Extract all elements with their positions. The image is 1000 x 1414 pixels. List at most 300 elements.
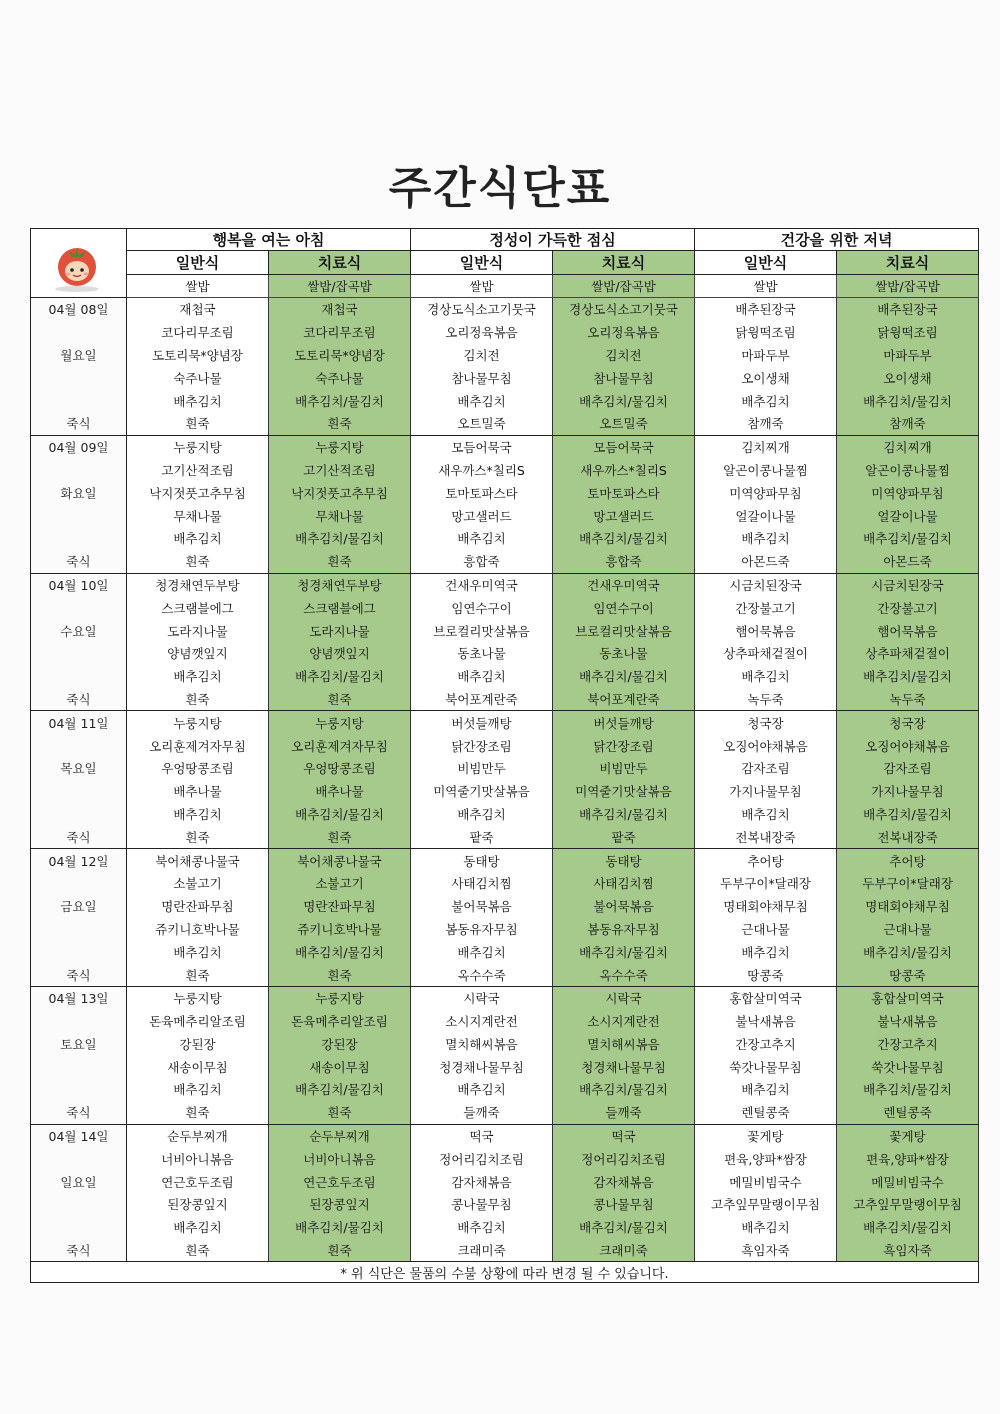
table-row [31, 344, 979, 367]
table-row [31, 825, 979, 848]
table-row [31, 1010, 979, 1033]
day-weekday: 화요일 [31, 481, 127, 504]
regular-menu-cell: 흑임자죽 [695, 1239, 837, 1262]
therapeutic-menu-cell: 배추김치/물김치 [553, 389, 695, 412]
regular-menu-cell: 배추김치 [411, 665, 553, 688]
therapeutic-menu-cell: 흥합죽 [553, 550, 695, 573]
regular-menu-cell: 명태회야채무침 [695, 895, 837, 918]
therapeutic-menu-cell: 흑임자죽 [837, 1239, 979, 1262]
therapeutic-menu-cell: 새우까스*칠리S [553, 459, 695, 482]
therapeutic-menu-cell: 꽃게탕 [837, 1124, 979, 1147]
table-row [31, 872, 979, 895]
therapeutic-menu-cell: 임연수구이 [553, 596, 695, 619]
therapeutic-menu-cell: 청경채나물무침 [553, 1055, 695, 1078]
therapeutic-menu-cell: 누룽지탕 [269, 711, 411, 734]
therapeutic-menu-cell: 배추김치/물김치 [553, 803, 695, 826]
therapeutic-menu-cell: 쥬키니호박나물 [269, 918, 411, 941]
therapeutic-menu-cell: 감자채볶음 [553, 1170, 695, 1193]
table-row [31, 688, 979, 711]
regular-menu-cell: 우엉땅콩조림 [127, 757, 269, 780]
regular-menu-cell: 북어채콩나물국 [127, 849, 269, 872]
therapeutic-menu-cell: 봄동유자무침 [553, 918, 695, 941]
table-row [31, 734, 979, 757]
therapeutic-menu-cell: 오리훈제겨자무침 [269, 734, 411, 757]
regular-menu-cell: 김치찌개 [695, 435, 837, 458]
regular-menu-cell: 쥬키니호박나물 [127, 918, 269, 941]
therapeutic-diet-header: 치료식 [837, 251, 979, 275]
therapeutic-diet-header: 치료식 [553, 251, 695, 275]
regular-menu-cell: 흰죽 [127, 1239, 269, 1262]
table-row [31, 573, 979, 596]
regular-menu-cell: 재첩국 [127, 298, 269, 321]
table-row [31, 642, 979, 665]
therapeutic-menu-cell: 도라지나물 [269, 619, 411, 642]
table-row [31, 389, 979, 412]
therapeutic-menu-cell: 흰죽 [269, 412, 411, 435]
therapeutic-menu-cell: 청경채연두부탕 [269, 573, 411, 596]
regular-menu-cell: 메밀비빔국수 [695, 1170, 837, 1193]
table-row [31, 986, 979, 1009]
therapeutic-menu-cell: 모듬어묵국 [553, 435, 695, 458]
day-date: 04월 08일 [31, 298, 127, 321]
therapeutic-menu-cell: 흰죽 [269, 1239, 411, 1262]
therapeutic-menu-cell: 간장불고기 [837, 596, 979, 619]
day-weekday: 금요일 [31, 895, 127, 918]
day-date: 04월 14일 [31, 1124, 127, 1147]
day-label-blank [31, 1078, 127, 1101]
rice-cell: 쌀밥 [411, 275, 553, 298]
therapeutic-menu-cell: 떡국 [553, 1124, 695, 1147]
therapeutic-menu-cell: 명태회야채무침 [837, 895, 979, 918]
therapeutic-menu-cell: 홍합살미역국 [837, 986, 979, 1009]
table-row [31, 527, 979, 550]
regular-menu-cell: 얼갈이나물 [695, 504, 837, 527]
therapeutic-menu-cell: 오리정육볶음 [553, 321, 695, 344]
regular-menu-cell: 흥합죽 [411, 550, 553, 573]
therapeutic-menu-cell: 도토리묵*양념장 [269, 344, 411, 367]
table-row [31, 412, 979, 435]
therapeutic-menu-cell: 배추김치/물김치 [269, 940, 411, 963]
table-row [31, 596, 979, 619]
regular-menu-cell: 상추파채겉절이 [695, 642, 837, 665]
table-row [31, 1033, 979, 1056]
day-date: 04월 11일 [31, 711, 127, 734]
regular-menu-cell: 흰죽 [127, 963, 269, 986]
day-label-blank [31, 734, 127, 757]
therapeutic-menu-cell: 햄어묵볶음 [837, 619, 979, 642]
table-row [31, 780, 979, 803]
day-label-blank [31, 366, 127, 389]
day-label-blank [31, 596, 127, 619]
therapeutic-menu-cell: 김치찌개 [837, 435, 979, 458]
day-label-blank [31, 1010, 127, 1033]
regular-menu-cell: 코다리무조림 [127, 321, 269, 344]
table-row [31, 435, 979, 458]
regular-menu-cell: 경상도식소고기뭇국 [411, 298, 553, 321]
table-row [31, 963, 979, 986]
regular-menu-cell: 배추김치 [127, 940, 269, 963]
day-label-blank [31, 1193, 127, 1216]
day-date: 04월 10일 [31, 573, 127, 596]
regular-menu-cell: 배추김치 [695, 940, 837, 963]
therapeutic-menu-cell: 배추김치/물김치 [269, 389, 411, 412]
therapeutic-menu-cell: 흰죽 [269, 1101, 411, 1124]
therapeutic-menu-cell: 오트밀죽 [553, 412, 695, 435]
regular-menu-cell: 봄동유자무침 [411, 918, 553, 941]
regular-menu-cell: 도토리묵*양념장 [127, 344, 269, 367]
table-row [31, 1239, 979, 1262]
table-row [31, 1147, 979, 1170]
therapeutic-menu-cell: 배추김치/물김치 [269, 803, 411, 826]
therapeutic-menu-cell: 청국장 [837, 711, 979, 734]
therapeutic-menu-cell: 재첩국 [269, 298, 411, 321]
regular-menu-cell: 망고샐러드 [411, 504, 553, 527]
regular-menu-cell: 시금치된장국 [695, 573, 837, 596]
therapeutic-menu-cell: 너비아니볶음 [269, 1147, 411, 1170]
therapeutic-menu-cell: 배추나물 [269, 780, 411, 803]
regular-menu-cell: 배추김치 [127, 1078, 269, 1101]
day-label-blank [31, 459, 127, 482]
regular-menu-cell: 배추김치 [695, 1078, 837, 1101]
regular-menu-cell: 배추김치 [411, 803, 553, 826]
regular-diet-header: 일반식 [127, 251, 269, 275]
regular-menu-cell: 무채나물 [127, 504, 269, 527]
regular-menu-cell: 북어포계란죽 [411, 688, 553, 711]
regular-menu-cell: 버섯들깨탕 [411, 711, 553, 734]
table-row [31, 1124, 979, 1147]
regular-menu-cell: 너비아니볶음 [127, 1147, 269, 1170]
therapeutic-menu-cell: 배추김치/물김치 [269, 665, 411, 688]
regular-menu-cell: 꽃게탕 [695, 1124, 837, 1147]
table-row [31, 940, 979, 963]
therapeutic-menu-cell: 배추김치/물김치 [837, 1078, 979, 1101]
therapeutic-menu-cell: 배추김치/물김치 [837, 940, 979, 963]
regular-menu-cell: 오트밀죽 [411, 412, 553, 435]
therapeutic-menu-cell: 소시지계란전 [553, 1010, 695, 1033]
regular-menu-cell: 근대나물 [695, 918, 837, 941]
regular-menu-cell: 배추김치 [695, 527, 837, 550]
therapeutic-menu-cell: 배추김치/물김치 [269, 1216, 411, 1239]
table-row [31, 918, 979, 941]
table-row [31, 803, 979, 826]
therapeutic-menu-cell: 얼갈이나물 [837, 504, 979, 527]
regular-menu-cell: 오이생채 [695, 366, 837, 389]
regular-menu-cell: 고기산적조림 [127, 459, 269, 482]
therapeutic-menu-cell: 불어묵볶음 [553, 895, 695, 918]
rice-cell: 쌀밥/잡곡밥 [269, 275, 411, 298]
therapeutic-menu-cell: 콩나물무침 [553, 1193, 695, 1216]
therapeutic-menu-cell: 마파두부 [837, 344, 979, 367]
therapeutic-menu-cell: 쑥갓나물무침 [837, 1055, 979, 1078]
therapeutic-menu-cell: 두부구이*달래장 [837, 872, 979, 895]
therapeutic-menu-cell: 흰죽 [269, 825, 411, 848]
regular-menu-cell: 콩나물무침 [411, 1193, 553, 1216]
therapeutic-menu-cell: 양념깻잎지 [269, 642, 411, 665]
regular-menu-cell: 명란잔파무침 [127, 895, 269, 918]
therapeutic-menu-cell: 숙주나물 [269, 366, 411, 389]
regular-menu-cell: 비빔만두 [411, 757, 553, 780]
regular-menu-cell: 배추김치 [127, 1216, 269, 1239]
therapeutic-menu-cell: 시락국 [553, 986, 695, 1009]
regular-menu-cell: 멸치해씨볶음 [411, 1033, 553, 1056]
table-row [31, 1170, 979, 1193]
regular-menu-cell: 순두부찌개 [127, 1124, 269, 1147]
day-date: 04월 12일 [31, 849, 127, 872]
regular-diet-header: 일반식 [695, 251, 837, 275]
regular-menu-cell: 건새우미역국 [411, 573, 553, 596]
table-row [31, 321, 979, 344]
regular-menu-cell: 배추김치 [411, 1078, 553, 1101]
therapeutic-menu-cell: 소불고기 [269, 872, 411, 895]
rice-cell: 쌀밥/잡곡밥 [837, 275, 979, 298]
regular-menu-cell: 추어탕 [695, 849, 837, 872]
regular-menu-cell: 배추김치 [695, 665, 837, 688]
menu-body [31, 298, 979, 1262]
porridge-label: 죽식 [31, 1101, 127, 1124]
therapeutic-menu-cell: 배추김치/물김치 [553, 527, 695, 550]
regular-menu-cell: 돈육메추리알조림 [127, 1010, 269, 1033]
regular-menu-cell: 토마토파스타 [411, 481, 553, 504]
regular-menu-cell: 고추잎무말랭이무침 [695, 1193, 837, 1216]
regular-menu-cell: 옥수수죽 [411, 963, 553, 986]
regular-menu-cell: 닭윙떡조림 [695, 321, 837, 344]
table-row [31, 504, 979, 527]
therapeutic-menu-cell: 참깨죽 [837, 412, 979, 435]
therapeutic-menu-cell: 북어채콩나물국 [269, 849, 411, 872]
therapeutic-menu-cell: 전복내장죽 [837, 825, 979, 848]
regular-menu-cell: 누룽지탕 [127, 986, 269, 1009]
day-weekday: 수요일 [31, 619, 127, 642]
rice-cell: 쌀밥/잡곡밥 [553, 275, 695, 298]
rice-cell: 쌀밥 [127, 275, 269, 298]
day-date: 04월 09일 [31, 435, 127, 458]
table-row [31, 1216, 979, 1239]
day-label-blank [31, 642, 127, 665]
regular-menu-cell: 미역양파무침 [695, 481, 837, 504]
day-label-blank [31, 321, 127, 344]
therapeutic-menu-cell: 렌틸콩죽 [837, 1101, 979, 1124]
day-label-blank [31, 803, 127, 826]
therapeutic-menu-cell: 무채나물 [269, 504, 411, 527]
therapeutic-menu-cell: 배추김치/물김치 [837, 389, 979, 412]
regular-menu-cell: 청경채나물무침 [411, 1055, 553, 1078]
table-row [31, 619, 979, 642]
regular-menu-cell: 청국장 [695, 711, 837, 734]
therapeutic-menu-cell: 명란잔파무침 [269, 895, 411, 918]
regular-menu-cell: 렌틸콩죽 [695, 1101, 837, 1124]
regular-menu-cell: 소시지계란전 [411, 1010, 553, 1033]
therapeutic-menu-cell: 메밀비빔국수 [837, 1170, 979, 1193]
therapeutic-menu-cell: 돈육메추리알조림 [269, 1010, 411, 1033]
therapeutic-menu-cell: 닭간장조림 [553, 734, 695, 757]
regular-menu-cell: 배추된장국 [695, 298, 837, 321]
regular-menu-cell: 불낙새볶음 [695, 1010, 837, 1033]
regular-menu-cell: 누룽지탕 [127, 435, 269, 458]
porridge-label: 죽식 [31, 1239, 127, 1262]
therapeutic-menu-cell: 동태탕 [553, 849, 695, 872]
regular-menu-cell: 숙주나물 [127, 366, 269, 389]
therapeutic-menu-cell: 멸치해씨볶음 [553, 1033, 695, 1056]
table-row [31, 665, 979, 688]
regular-menu-cell: 소불고기 [127, 872, 269, 895]
regular-menu-cell: 땅콩죽 [695, 963, 837, 986]
day-label-blank [31, 940, 127, 963]
regular-menu-cell: 모듬어묵국 [411, 435, 553, 458]
regular-menu-cell: 강된장 [127, 1033, 269, 1056]
regular-menu-cell: 편육,양파*쌈장 [695, 1147, 837, 1170]
therapeutic-menu-cell: 시금치된장국 [837, 573, 979, 596]
regular-menu-cell: 두부구이*달래장 [695, 872, 837, 895]
regular-menu-cell: 흰죽 [127, 412, 269, 435]
therapeutic-menu-cell: 닭윙떡조림 [837, 321, 979, 344]
weekly-menu-table [30, 228, 979, 1283]
regular-menu-cell: 마파두부 [695, 344, 837, 367]
day-label-blank [31, 389, 127, 412]
regular-menu-cell: 흰죽 [127, 825, 269, 848]
regular-menu-cell: 오리훈제겨자무침 [127, 734, 269, 757]
therapeutic-menu-cell: 사태김치찜 [553, 872, 695, 895]
therapeutic-menu-cell: 상추파채겉절이 [837, 642, 979, 665]
tomato-mascot-logo [31, 229, 127, 298]
regular-menu-cell: 흰죽 [127, 550, 269, 573]
day-date: 04월 13일 [31, 986, 127, 1009]
therapeutic-menu-cell: 땅콩죽 [837, 963, 979, 986]
therapeutic-menu-cell: 고추잎무말랭이무침 [837, 1193, 979, 1216]
regular-menu-cell: 새송이무침 [127, 1055, 269, 1078]
therapeutic-menu-cell: 가지나물무침 [837, 780, 979, 803]
regular-menu-cell: 전복내장죽 [695, 825, 837, 848]
table-row [31, 757, 979, 780]
therapeutic-menu-cell: 연근호두조림 [269, 1170, 411, 1193]
therapeutic-menu-cell: 배추김치/물김치 [553, 665, 695, 688]
day-label-blank [31, 504, 127, 527]
therapeutic-menu-cell: 누룽지탕 [269, 435, 411, 458]
regular-menu-cell: 배추김치 [411, 1216, 553, 1239]
therapeutic-menu-cell: 크래미죽 [553, 1239, 695, 1262]
therapeutic-menu-cell: 편육,양파*쌈장 [837, 1147, 979, 1170]
regular-menu-cell: 배추김치 [127, 665, 269, 688]
day-label-blank [31, 918, 127, 941]
day-label-blank [31, 665, 127, 688]
regular-menu-cell: 배추김치 [127, 803, 269, 826]
porridge-label: 죽식 [31, 688, 127, 711]
rice-cell: 쌀밥 [695, 275, 837, 298]
porridge-label: 죽식 [31, 825, 127, 848]
therapeutic-menu-cell: 미역줄기맛살볶음 [553, 780, 695, 803]
regular-menu-cell: 연근호두조림 [127, 1170, 269, 1193]
therapeutic-menu-cell: 정어리김치조림 [553, 1147, 695, 1170]
dinner-header: 건강을 위한 저녁 [695, 229, 979, 251]
therapeutic-menu-cell: 낙지젓풋고추무침 [269, 481, 411, 504]
day-label-blank [31, 872, 127, 895]
therapeutic-menu-cell: 고기산적조림 [269, 459, 411, 482]
regular-menu-cell: 배추김치 [411, 527, 553, 550]
therapeutic-menu-cell: 흰죽 [269, 963, 411, 986]
therapeutic-menu-cell: 들깨죽 [553, 1101, 695, 1124]
day-label-blank [31, 1216, 127, 1239]
regular-menu-cell: 양념깻잎지 [127, 642, 269, 665]
regular-menu-cell: 가지나물무침 [695, 780, 837, 803]
regular-menu-cell: 된장콩잎지 [127, 1193, 269, 1216]
table-row [31, 550, 979, 573]
therapeutic-menu-cell: 북어포계란죽 [553, 688, 695, 711]
regular-menu-cell: 임연수구이 [411, 596, 553, 619]
regular-menu-cell: 오징어야채볶음 [695, 734, 837, 757]
therapeutic-menu-cell: 경상도식소고기뭇국 [553, 298, 695, 321]
regular-menu-cell: 새우까스*칠리S [411, 459, 553, 482]
regular-menu-cell: 팥죽 [411, 825, 553, 848]
table-row [31, 711, 979, 734]
therapeutic-menu-cell: 흰죽 [269, 550, 411, 573]
therapeutic-menu-cell: 추어탕 [837, 849, 979, 872]
regular-menu-cell: 알곤이콩나물찜 [695, 459, 837, 482]
regular-menu-cell: 사태김치찜 [411, 872, 553, 895]
regular-menu-cell: 김치전 [411, 344, 553, 367]
day-weekday: 일요일 [31, 1170, 127, 1193]
therapeutic-menu-cell: 브로컬리맛살볶음 [553, 619, 695, 642]
regular-menu-cell: 간장고추지 [695, 1033, 837, 1056]
day-weekday: 목요일 [31, 757, 127, 780]
therapeutic-menu-cell: 배추김치/물김치 [837, 803, 979, 826]
porridge-label: 죽식 [31, 412, 127, 435]
regular-menu-cell: 감자채볶음 [411, 1170, 553, 1193]
regular-menu-cell: 스크램블에그 [127, 596, 269, 619]
regular-menu-cell: 햄어묵볶음 [695, 619, 837, 642]
regular-menu-cell: 배추김치 [127, 527, 269, 550]
therapeutic-menu-cell: 간장고추지 [837, 1033, 979, 1056]
therapeutic-menu-cell: 배추김치/물김치 [553, 1216, 695, 1239]
therapeutic-menu-cell: 흰죽 [269, 688, 411, 711]
therapeutic-menu-cell: 근대나물 [837, 918, 979, 941]
regular-menu-cell: 배추김치 [695, 803, 837, 826]
day-weekday: 토요일 [31, 1033, 127, 1056]
therapeutic-menu-cell: 아몬드죽 [837, 550, 979, 573]
therapeutic-menu-cell: 비빔만두 [553, 757, 695, 780]
therapeutic-menu-cell: 배추김치/물김치 [553, 940, 695, 963]
therapeutic-menu-cell: 미역양파무침 [837, 481, 979, 504]
regular-menu-cell: 크래미죽 [411, 1239, 553, 1262]
therapeutic-menu-cell: 참나물무침 [553, 366, 695, 389]
therapeutic-menu-cell: 배추김치/물김치 [837, 665, 979, 688]
regular-menu-cell: 도라지나물 [127, 619, 269, 642]
tomato-icon [45, 243, 109, 293]
regular-menu-cell: 불어묵볶음 [411, 895, 553, 918]
regular-menu-cell: 흰죽 [127, 688, 269, 711]
regular-menu-cell: 떡국 [411, 1124, 553, 1147]
day-label-blank [31, 780, 127, 803]
therapeutic-menu-cell: 오이생채 [837, 366, 979, 389]
regular-menu-cell: 동초나물 [411, 642, 553, 665]
day-label-blank [31, 527, 127, 550]
therapeutic-menu-cell: 김치전 [553, 344, 695, 367]
therapeutic-menu-cell: 강된장 [269, 1033, 411, 1056]
regular-menu-cell: 청경채연두부탕 [127, 573, 269, 596]
table-row [31, 895, 979, 918]
regular-menu-cell: 오리정육볶음 [411, 321, 553, 344]
regular-menu-cell: 닭간장조림 [411, 734, 553, 757]
regular-menu-cell: 배추김치 [411, 940, 553, 963]
therapeutic-menu-cell: 배추김치/물김치 [269, 1078, 411, 1101]
therapeutic-menu-cell: 스크램블에그 [269, 596, 411, 619]
therapeutic-menu-cell: 동초나물 [553, 642, 695, 665]
regular-menu-cell: 참깨죽 [695, 412, 837, 435]
regular-menu-cell: 홍합살미역국 [695, 986, 837, 1009]
therapeutic-menu-cell: 팥죽 [553, 825, 695, 848]
therapeutic-menu-cell: 된장콩잎지 [269, 1193, 411, 1216]
day-label-blank [31, 1055, 127, 1078]
therapeutic-menu-cell: 불낙새볶음 [837, 1010, 979, 1033]
porridge-label: 죽식 [31, 963, 127, 986]
